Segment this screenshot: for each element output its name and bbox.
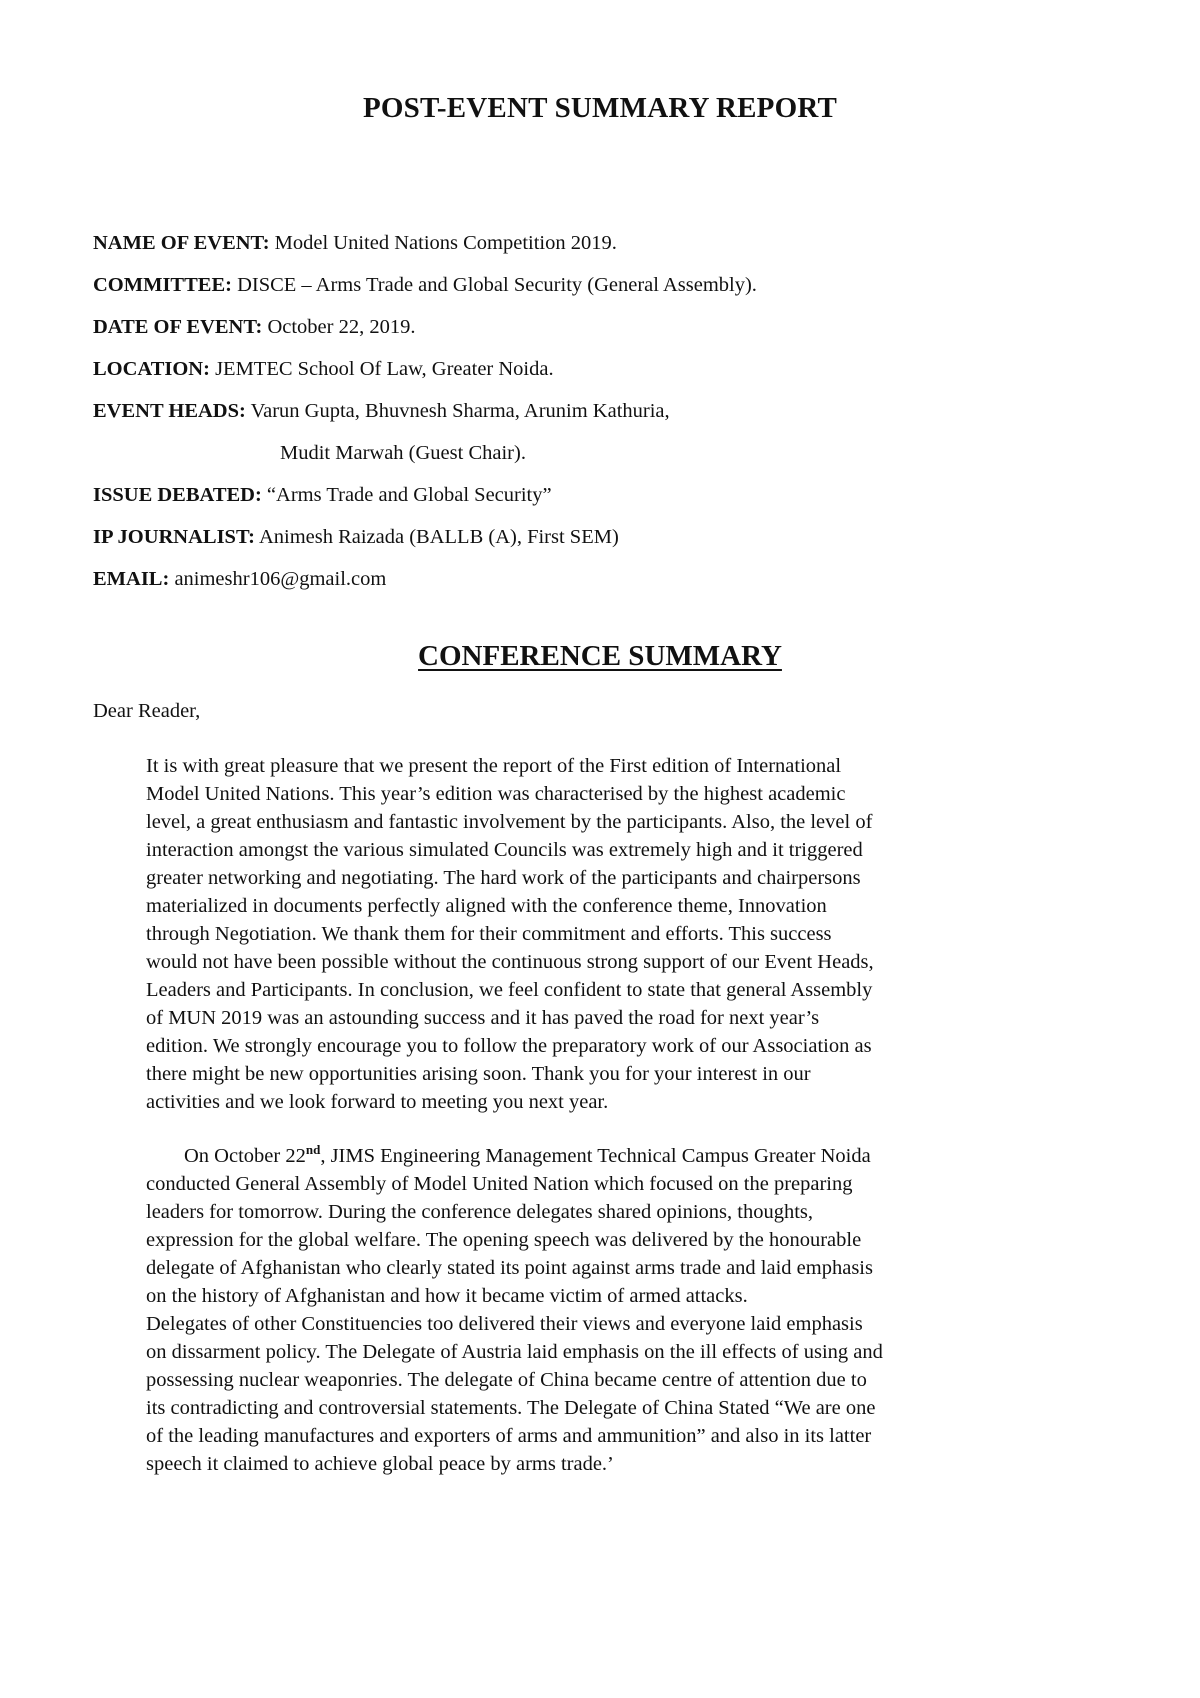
detail-value: Model United Nations Competition 2019.: [269, 232, 617, 254]
paragraph-line: of MUN 2019 was an astounding success and it has paved the road for next year’s: [146, 1007, 820, 1029]
paragraph-line: conducted General Assembly of Model United Nation which focused on the preparing: [146, 1173, 853, 1195]
detail-label: EVENT HEADS:: [93, 400, 246, 422]
detail-event-heads-continued: [93, 432, 1093, 474]
detail-label: IP JOURNALIST:: [93, 526, 255, 548]
detail-value: Mudit Marwah (Guest Chair).: [280, 442, 526, 464]
event-details-list: [93, 222, 1093, 600]
detail-value: JEMTEC School Of Law, Greater Noida.: [209, 358, 554, 380]
paragraph-first-line: [146, 1142, 1046, 1170]
paragraph-line: speech it claimed to achieve global peace by arms trade.’: [146, 1453, 614, 1475]
detail-value: DISCE – Arms Trade and Global Security (General Assembly).: [231, 274, 757, 296]
detail-label: ISSUE DEBATED:: [93, 484, 262, 506]
detail-label: NAME OF EVENT:: [93, 232, 270, 254]
detail-value: animeshr106@gmail.com: [169, 568, 387, 590]
paragraph-line: leaders for tomorrow. During the conference delegates shared opinions, thoughts,: [146, 1201, 813, 1223]
detail-committee: [93, 264, 1093, 306]
paragraph-line: activities and we look forward to meeting you next year.: [146, 1091, 609, 1113]
detail-name-of-event: [93, 222, 1093, 264]
report-title: POST-EVENT SUMMARY REPORT: [363, 92, 837, 124]
paragraph-line: possessing nuclear weaponries. The delegate of China became centre of attention due to: [146, 1369, 867, 1391]
paragraph-line: edition. We strongly encourage you to follow the preparatory work of our Association as: [146, 1035, 872, 1057]
detail-label: COMMITTEE:: [93, 274, 232, 296]
paragraph-line: delegate of Afghanistan who clearly stated its point against arms trade and laid emphasis: [146, 1257, 873, 1279]
detail-event-heads: [93, 390, 1093, 432]
detail-value: Animesh Raizada (BALLB (A), First SEM): [254, 526, 619, 548]
summary-paragraph-1: [146, 752, 1046, 1116]
conference-summary-heading: CONFERENCE SUMMARY: [418, 640, 782, 672]
ordinal-suffix: nd: [305, 1142, 321, 1158]
detail-value: Varun Gupta, Bhuvnesh Sharma, Arunim Kathuria,: [245, 400, 670, 422]
paragraph-line: its contradicting and controversial statements. The Delegate of China Stated “We are one: [146, 1397, 876, 1419]
paragraph-line: interaction amongst the various simulated Councils was extremely high and it triggered: [146, 839, 863, 861]
detail-label: DATE OF EVENT:: [93, 316, 263, 338]
paragraph-line: expression for the global welfare. The opening speech was delivered by the honourable: [146, 1229, 862, 1251]
paragraph-line: level, a great enthusiasm and fantastic involvement by the participants. Also, the level of: [146, 811, 873, 833]
detail-ip-journalist: [93, 516, 1093, 558]
paragraph-line-prefix: On October 22: [184, 1145, 306, 1167]
detail-value: October 22, 2019.: [262, 316, 416, 338]
paragraph-line: greater networking and negotiating. The hard work of the participants and chairpersons: [146, 867, 861, 889]
paragraph-line: through Negotiation. We thank them for their commitment and efforts. This success: [146, 923, 832, 945]
detail-date-of-event: [93, 306, 1093, 348]
paragraph-line: It is with great pleasure that we present the report of the First edition of International: [146, 755, 842, 777]
detail-label: EMAIL:: [93, 568, 170, 590]
detail-value: “Arms Trade and Global Security”: [261, 484, 552, 506]
paragraph-line: on the history of Afghanistan and how it became victim of armed attacks.: [146, 1285, 748, 1307]
salutation: Dear Reader,: [93, 700, 201, 722]
paragraph-line: materialized in documents perfectly aligned with the conference theme, Innovation: [146, 895, 827, 917]
paragraph-line: would not have been possible without the continuous strong support of our Event Heads,: [146, 951, 874, 973]
detail-label: LOCATION:: [93, 358, 210, 380]
paragraph-line: Leaders and Participants. In conclusion, we feel confident to state that general Assembly: [146, 979, 873, 1001]
paragraph-line-suffix: , JIMS Engineering Management Technical Campus Greater Noida: [320, 1145, 871, 1167]
detail-issue-debated: [93, 474, 1093, 516]
paragraph-line: Model United Nations. This year’s edition was characterised by the highest academic: [146, 783, 846, 805]
paragraph-line: on dissarment policy. The Delegate of Austria laid emphasis on the ill effects of using and: [146, 1341, 883, 1363]
paragraph-line: of the leading manufactures and exporters of arms and ammunition” and also in its latter: [146, 1425, 872, 1447]
paragraph-line: Delegates of other Constituencies too delivered their views and everyone laid emphasis: [146, 1313, 863, 1335]
summary-paragraph-2: [146, 1142, 1046, 1478]
paragraph-line: there might be new opportunities arising soon. Thank you for your interest in our: [146, 1063, 811, 1085]
detail-email: [93, 558, 1093, 600]
detail-location: [93, 348, 1093, 390]
